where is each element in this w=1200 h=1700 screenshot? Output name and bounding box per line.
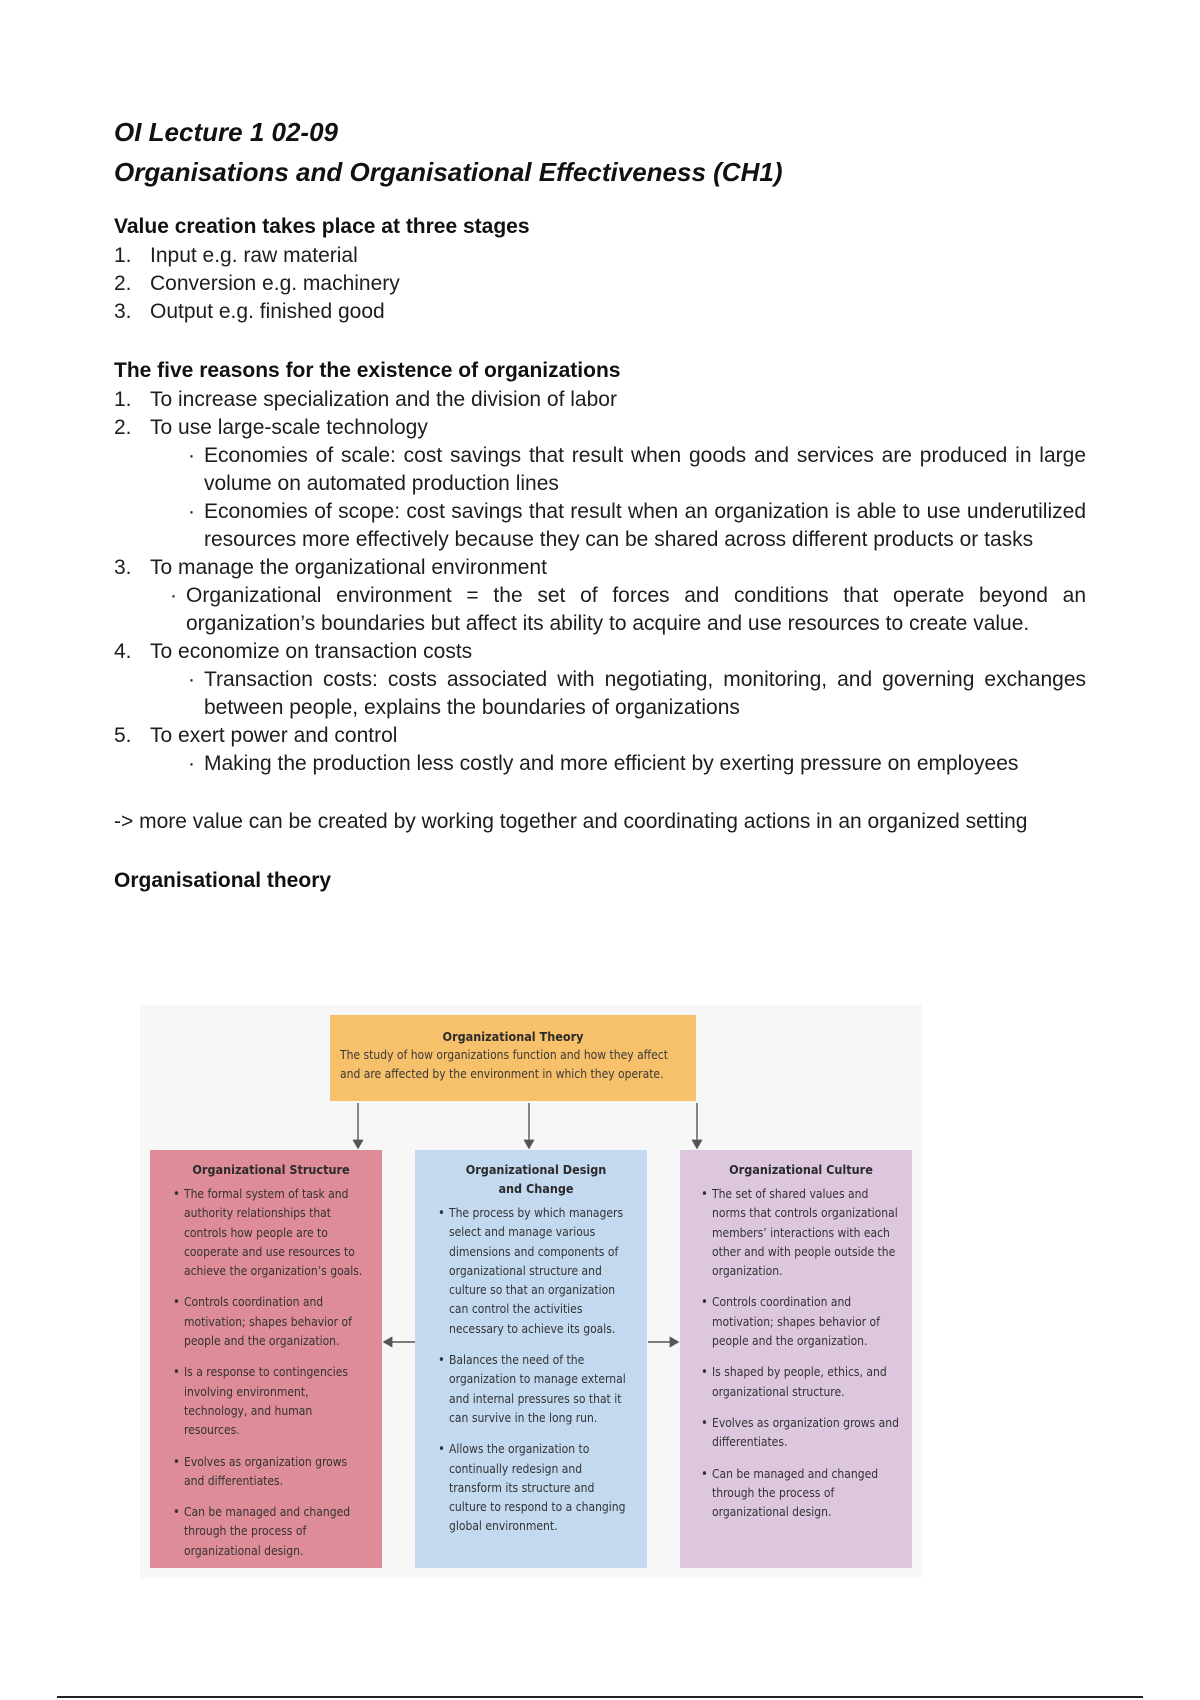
list-number: 3. <box>114 556 132 579</box>
list-item <box>114 242 1086 270</box>
sub-bullet: · Organizational environment = the set of forces and conditions that operate beyond an organization’s boundaries but affect its ability to acquire and use resources to create value. <box>170 584 1086 635</box>
culture-bullet: • Is shaped by people, ethics, and organizational structure. <box>700 1363 902 1402</box>
page-footer-divider <box>57 1696 1143 1698</box>
structure-bullet: • Can be managed and changed through the process of organizational design. <box>172 1503 370 1561</box>
reasons-heading: The five reasons for the existence of organizations <box>114 359 621 382</box>
list-item-text: Conversion e.g. machinery <box>150 272 400 295</box>
list-number: 3. <box>114 300 132 323</box>
culture-bullet: • Can be managed and changed through the process of organizational design. <box>700 1465 902 1523</box>
list-item-text: To use large-scale technology <box>150 416 428 439</box>
design-box <box>415 1150 647 1568</box>
design-bullet: • Allows the organization to continually redesign and transform its structure and culture to respond to a changing global environment. <box>437 1440 635 1536</box>
culture-bullets <box>700 1185 902 1522</box>
list-item <box>114 722 1086 778</box>
structure-box-title: Organizational Structure <box>192 1162 350 1177</box>
list-number: 4. <box>114 640 132 663</box>
sub-bullet-text: Economies of scope: cost savings that result when an organization is able to use underutilized resources more effectively because they can be shared across different products or tasks <box>204 500 1086 551</box>
list-item-text: Input e.g. raw material <box>150 244 358 267</box>
culture-bullet: • Evolves as organization grows and differentiates. <box>700 1414 902 1453</box>
design-bullet: • The process by which managers select and manage various dimensions and components of organizational structure and culture so that an organization can control the activities necessary to achieve its goals. <box>437 1204 635 1339</box>
list-number: 2. <box>114 416 132 439</box>
design-box-title-line2: and Change <box>498 1181 574 1196</box>
sub-bullet: · Economies of scope: cost savings that result when an organization is able to use underutilized resources more effectively because they can be shared across different products or tasks <box>188 500 1086 551</box>
conclusion-text: -> more value can be created by working together and coordinating actions in an organized setting <box>114 810 1028 833</box>
structure-bullet: • Evolves as organization grows and differentiates. <box>172 1453 370 1492</box>
organizational-theory-diagram <box>140 1005 922 1578</box>
structure-box <box>150 1150 382 1568</box>
list-item <box>114 298 1086 326</box>
lecture-subtitle: Organisations and Organisational Effectiveness (CH1) <box>114 157 783 187</box>
structure-bullets <box>172 1185 370 1561</box>
sub-bullet-list <box>186 750 1086 778</box>
list-number: 1. <box>114 244 132 267</box>
document-body <box>114 112 1086 896</box>
sub-bullet-list <box>186 666 1086 722</box>
list-item-text: Output e.g. finished good <box>150 300 385 323</box>
sub-bullet: · Transaction costs: costs associated with negotiating, monitoring, and governing exchanges between people, explains the boundaries of organizations <box>188 668 1086 719</box>
list-number: 5. <box>114 724 132 747</box>
list-item <box>114 414 1086 554</box>
list-item <box>114 270 1086 298</box>
structure-bullet: • Is a response to contingencies involving environment, technology, and human resources. <box>172 1363 370 1440</box>
design-box-title <box>437 1160 635 1198</box>
list-item-text: To exert power and control <box>150 724 398 747</box>
culture-bullet: • The set of shared values and norms that controls organizational members’ interactions with each other and with people outside the organization. <box>700 1185 902 1281</box>
list-item <box>114 638 1086 722</box>
structure-bullet: • Controls coordination and motivation; shapes behavior of people and the organization. <box>172 1293 370 1351</box>
list-item-text: To manage the organizational environment <box>150 556 547 579</box>
theory-box-description: The study of how organizations function and how they affect and are affected by the environment in which they operate. <box>340 1048 668 1081</box>
list-item-text: To economize on transaction costs <box>150 640 473 663</box>
list-number: 2. <box>114 272 132 295</box>
theory-heading: Organisational theory <box>114 869 332 892</box>
culture-box-title: Organizational Culture <box>729 1162 873 1177</box>
sub-bullet-list <box>168 582 1086 638</box>
list-number: 1. <box>114 388 132 411</box>
sub-bullet-text: Making the production less costly and more efficient by exerting pressure on employees <box>204 752 1019 775</box>
theory-box <box>330 1015 696 1101</box>
lecture-title: OI Lecture 1 02-09 <box>114 117 338 147</box>
sub-bullet-text: Economies of scale: cost savings that result when goods and services are produced in large volume on automated production lines <box>204 444 1086 495</box>
list-item <box>114 554 1086 638</box>
sub-bullet: · Making the production less costly and more efficient by exerting pressure on employees <box>188 752 1019 775</box>
design-bullet: • Balances the need of the organization to manage external and internal pressures so that it can survive in the long run. <box>437 1351 635 1428</box>
value-creation-list <box>114 242 1086 326</box>
list-item-text: To increase specialization and the division of labor <box>150 388 617 411</box>
sub-bullet-text: Transaction costs: costs associated with negotiating, monitoring, and governing exchanges between people, explains the boundaries of organizations <box>204 668 1086 719</box>
sub-bullet: · Economies of scale: cost savings that result when goods and services are produced in large volume on automated production lines <box>188 444 1086 495</box>
structure-bullet: • The formal system of task and authority relationships that controls how people are to cooperate and use resources to achieve the organization’s goals. <box>172 1185 370 1281</box>
theory-box-title: Organizational Theory <box>442 1029 584 1044</box>
reasons-list <box>114 386 1086 778</box>
design-bullets <box>437 1204 635 1537</box>
sub-bullet-list <box>186 442 1086 554</box>
value-creation-heading: Value creation takes place at three stages <box>114 215 530 238</box>
sub-bullet-text: Organizational environment = the set of forces and conditions that operate beyond an organization’s boundaries but affect its ability to acquire and use resources to create value. <box>186 584 1086 635</box>
culture-bullet: • Controls coordination and motivation; shapes behavior of people and the organization. <box>700 1293 902 1351</box>
list-item <box>114 386 1086 414</box>
culture-box <box>680 1150 912 1568</box>
design-box-title-line1: Organizational Design <box>465 1162 607 1177</box>
